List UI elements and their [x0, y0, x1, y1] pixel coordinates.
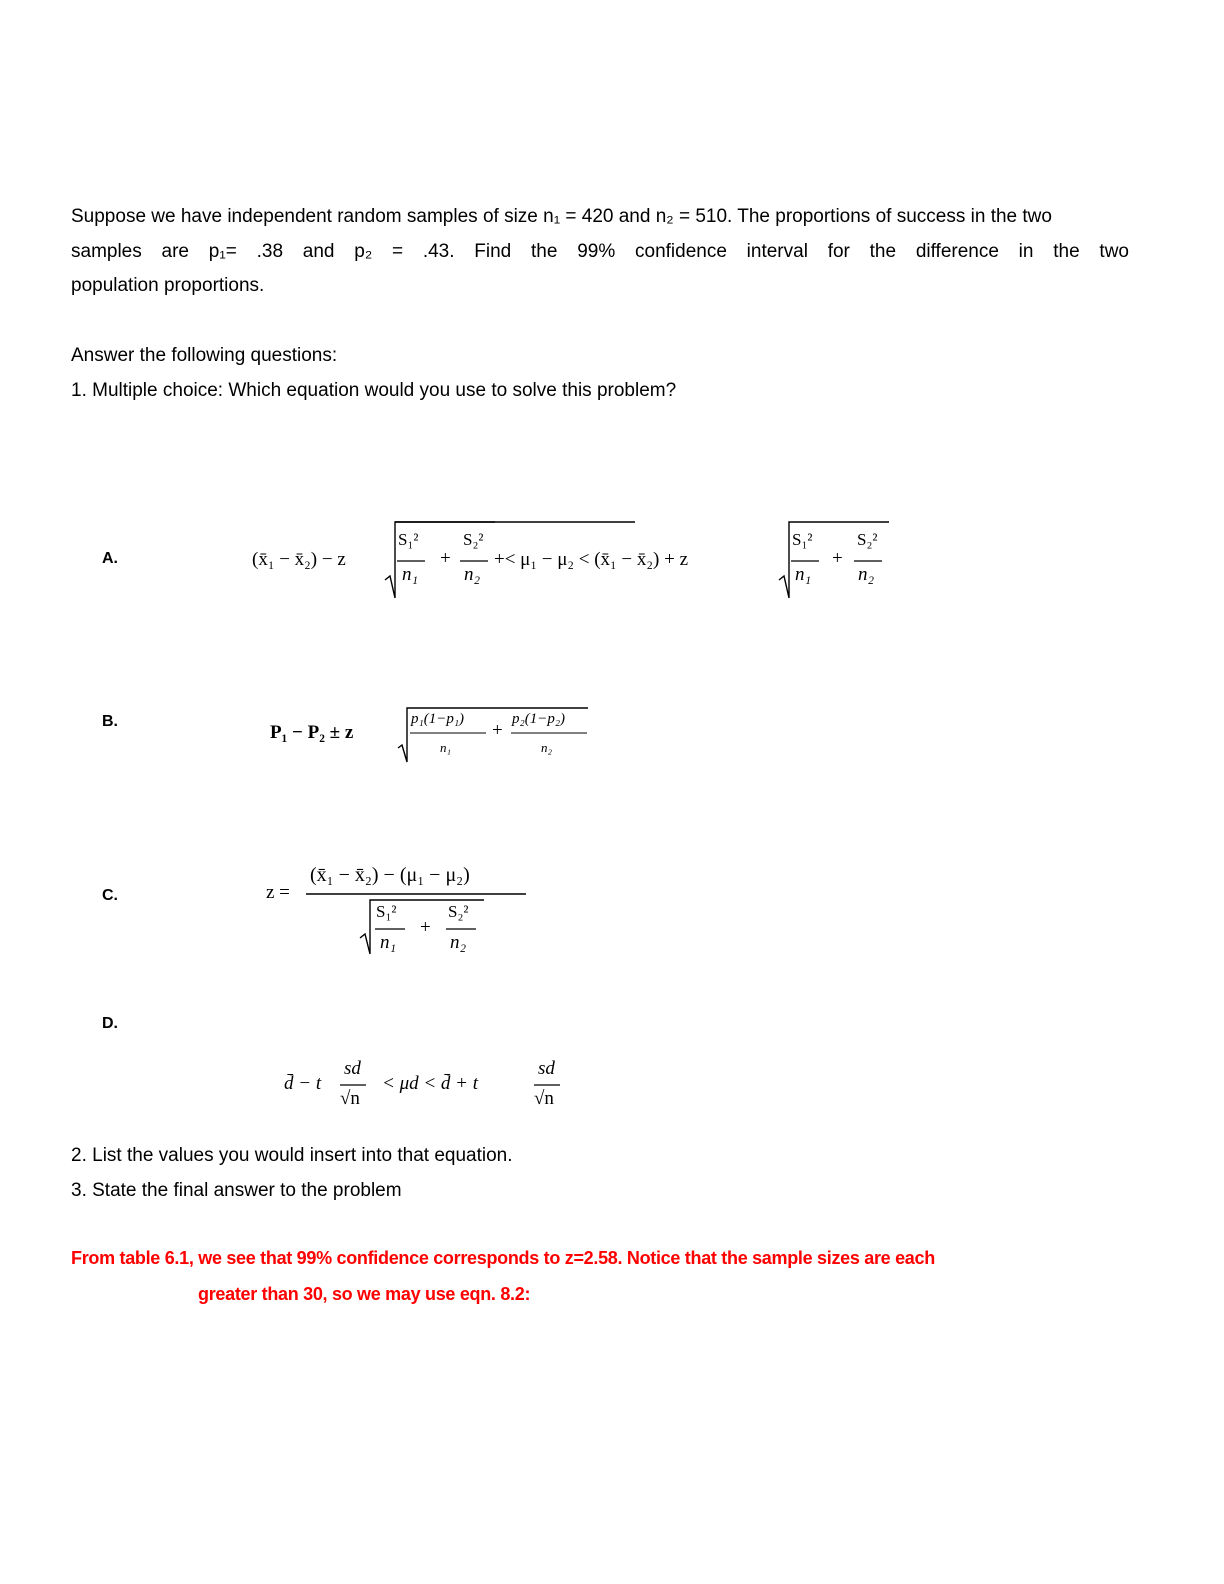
formula-d-sd-1: sd — [344, 1058, 361, 1079]
formula-b-frac-bar-1 — [410, 732, 490, 735]
formula-c-plus: + — [420, 917, 431, 938]
formula-d-frac-bar-1 — [340, 1084, 370, 1087]
formula-b-n1: n₁ — [440, 740, 452, 755]
formula-b-num1: p₁(1−p₁) — [411, 711, 465, 727]
formula-a-frac-bar-1 — [397, 560, 427, 563]
formula-c-numerator: (x̄₁ − x̄₂) − (μ₁ − μ₂) — [310, 864, 470, 886]
solution-line-2: greater than 30, so we may use eqn. 8.2: — [198, 1284, 531, 1304]
formula-c-main-frac-bar — [306, 893, 528, 896]
formula-a-n1: n₁ — [402, 564, 419, 585]
formula-c-s1sq: S₁² — [376, 902, 397, 921]
option-d-label: D. — [102, 1015, 118, 1032]
question-3: 3. State the final answer to the problem — [71, 1180, 402, 1201]
formula-b-num2: p₂(1−p₂) — [512, 711, 566, 727]
formula-a-n2: n₂ — [464, 564, 481, 585]
formula-a-s1sq: S₁² — [398, 530, 419, 549]
option-c-label: C. — [102, 887, 118, 904]
problem-line-3: population proportions. — [71, 275, 265, 296]
formula-a-s2sq: S₂² — [463, 530, 484, 549]
option-b-label: B. — [102, 713, 118, 730]
formula-c-n2: n₂ — [450, 932, 467, 953]
question-2: 2. List the values you would insert into that equation. — [71, 1145, 513, 1166]
option-a-label: A. — [102, 550, 118, 567]
formula-d-left: d̄ − t — [284, 1073, 322, 1094]
question-1: 1. Multiple choice: Which equation would you use to solve this problem? — [71, 380, 677, 401]
formula-a-radical-1 — [385, 520, 395, 600]
formula-a-plus: + — [440, 548, 451, 569]
formula-a-mid: +< μ₁ − μ₂ < (x̄₁ − x̄₂) + z — [494, 549, 688, 570]
problem-line-1: Suppose we have independent random samples of size n₁ = 420 and n₂ = 510. The proportions of success in the two — [71, 206, 1052, 227]
formula-c-frac-bar-2 — [446, 928, 478, 931]
formula-a-radical-1-bar — [395, 520, 495, 524]
solution-line-1: From table 6.1, we see that 99% confidence corresponds to z=2.58. Notice that the sample sizes are each — [71, 1248, 935, 1268]
formula-c-s2sq: S₂² — [448, 902, 469, 921]
formula-d-mid: < μd < d̄ + t — [382, 1073, 479, 1094]
formula-b-plus: + — [492, 720, 503, 741]
formula-d-frac-bar-2 — [534, 1084, 564, 1087]
formula-c-n1: n₁ — [380, 932, 397, 953]
formula-a-n1-2: n₁ — [795, 564, 812, 585]
formula-c-frac-bar-1 — [375, 928, 407, 931]
formula-d-sd-2: sd — [538, 1058, 555, 1079]
problem-line-2: samples are p₁= .38 and p₂ = .43. Find the 99% confidence interval for the difference in the two — [71, 241, 1129, 262]
formula-b-left: P₁ − P₂ ± z — [270, 722, 354, 743]
formula-a-left: (x̄₁ − x̄₂) − z — [252, 549, 346, 570]
formula-a-s2sq-2: S₂² — [857, 530, 878, 549]
formula-b-frac-bar-2 — [511, 732, 591, 735]
answer-instructions: Answer the following questions: — [71, 345, 338, 366]
formula-b-n2: n₂ — [541, 740, 553, 755]
formula-a-frac-bar-2 — [460, 560, 490, 563]
formula-a-s1sq-2: S₁² — [792, 530, 813, 549]
formula-c-z: z = — [266, 882, 290, 903]
formula-d-sqrtn-2: √n — [534, 1088, 554, 1109]
formula-a-n2-2: n₂ — [858, 564, 875, 585]
formula-a-plus-2: + — [832, 548, 843, 569]
formula-a-frac-bar-3 — [791, 560, 821, 563]
formula-a-frac-bar-4 — [854, 560, 884, 563]
formula-d-sqrtn-1: √n — [340, 1088, 360, 1109]
